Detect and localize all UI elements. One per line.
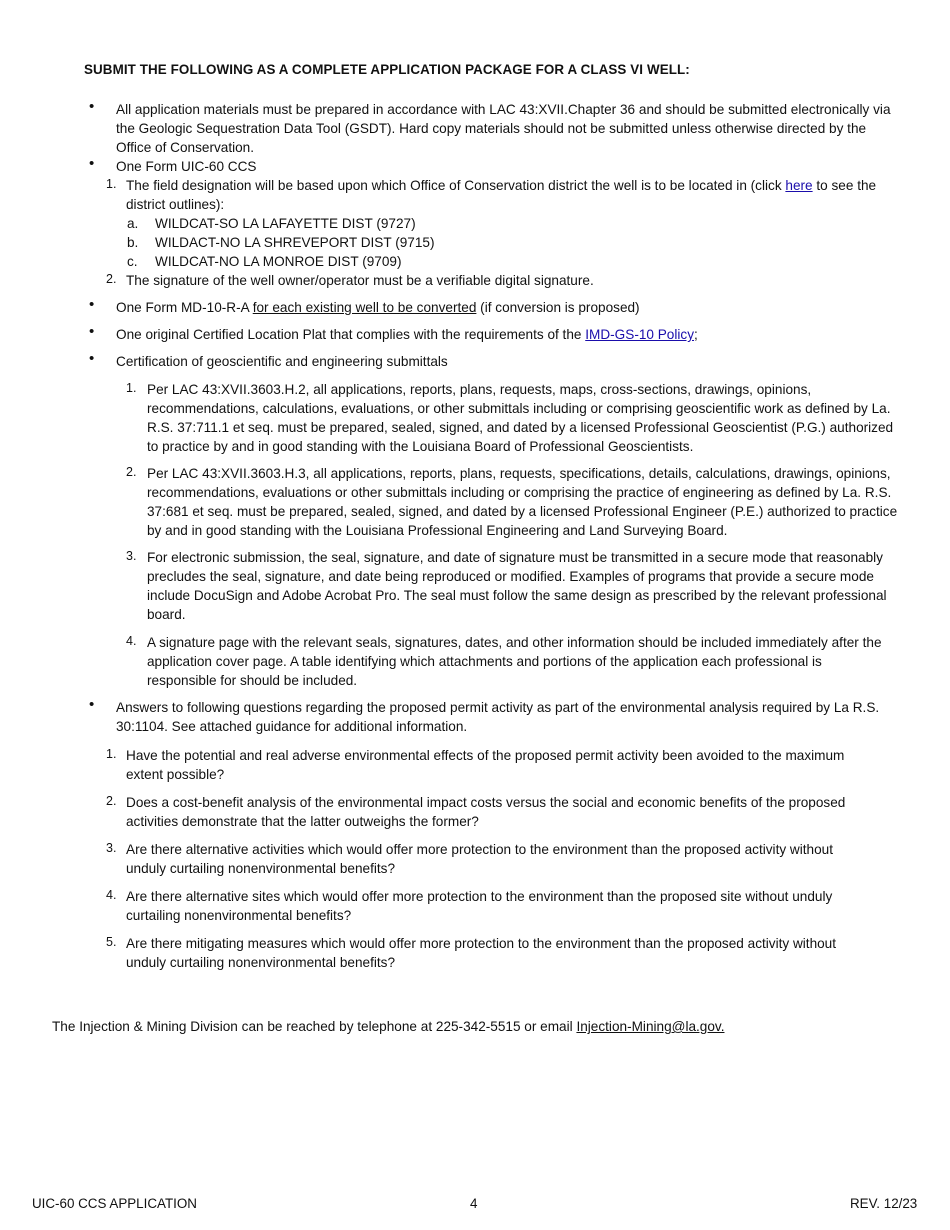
- bullet-marker: [89, 104, 97, 112]
- cert-item-4-line: A signature page with the relevant seals, signatures, dates, and other information should be included immediately after the: [147, 635, 882, 650]
- cert-item-1-line: Per LAC 43:XVII.3603.H.2, all applications, reports, plans, requests, maps, cross-sections, drawings, opinions,: [147, 382, 812, 397]
- b4-line: [116, 325, 698, 344]
- cert-item-3-line: For electronic submission, the seal, signature, and date of signature must be transmitted in a secure mode that reasonably: [147, 550, 883, 565]
- list-number: 1.: [106, 747, 117, 761]
- contact-email-link[interactable]: Injection-Mining@la.gov.: [576, 1019, 725, 1034]
- contact-text: The Injection & Mining Division can be reached by telephone at 225-342-5515 or email: [52, 1019, 577, 1034]
- district-letter: c.: [127, 254, 138, 269]
- list-number: 2.: [106, 794, 117, 808]
- section-heading: SUBMIT THE FOLLOWING AS A COMPLETE APPLICATION PACKAGE FOR A CLASS VI WELL:: [84, 62, 690, 77]
- cert-item-1-line: to practice by and in good standing with the Louisiana Board of Professional Geoscientists.: [147, 439, 694, 454]
- district-outlines-link[interactable]: here: [785, 178, 813, 193]
- question-1-line: Have the potential and real adverse environmental effects of the proposed permit activity been avoided to the maximum: [126, 748, 845, 763]
- b1-line-2: the Geologic Sequestration Data Tool (GSDT). Hard copy materials should not be submitted unless otherwise directed by the: [116, 121, 867, 136]
- b2-item-1-tail: to see the: [812, 178, 877, 193]
- cert-item-3-line: include DocuSign and Adobe Acrobat Pro. The seal must follow the same design as prescribed by the relevant professional: [147, 588, 887, 603]
- contact-line: [52, 1017, 724, 1036]
- cert-item-2-line: Per LAC 43:XVII.3603.H.3, all applications, reports, plans, requests, specifications, details, calculations, drawings, opinions,: [147, 466, 891, 481]
- b6-line-2: 30:1104. See attached guidance for additional information.: [116, 719, 468, 734]
- b5-label: Certification of geoscientific and engineering submittals: [116, 354, 448, 369]
- question-2-line: Does a cost-benefit analysis of the environmental impact costs versus the social and economic benefits of the proposed: [126, 795, 846, 810]
- b4-tail: ;: [694, 327, 698, 342]
- imd-gs-10-policy-link[interactable]: IMD-GS-10 Policy: [585, 327, 695, 342]
- b3-line: [116, 298, 640, 317]
- bullet-marker: [89, 302, 97, 310]
- list-number: 4.: [106, 888, 117, 902]
- question-5-line: Are there mitigating measures which would offer more protection to the environment than the proposed activity without: [126, 936, 837, 951]
- cert-item-3-line: board.: [147, 607, 186, 622]
- b3-underlined: for each existing well to be converted: [252, 300, 477, 315]
- cert-item-4-line: application cover page. A table identifying which attachments and portions of the application each professional is: [147, 654, 822, 669]
- bullet-marker: [89, 702, 97, 710]
- b2-item-1-text: The field designation will be based upon which Office of Conservation district the well is to be located in (click: [126, 178, 786, 193]
- cert-item-2-line: by and in good standing with the Louisiana Professional Engineering and Land Surveying Board.: [147, 523, 728, 538]
- b2-label: One Form UIC-60 CCS: [116, 159, 257, 174]
- district-letter: a.: [127, 216, 139, 231]
- question-4-line: curtailing nonenvironmental benefits?: [126, 908, 352, 923]
- b3-text: One Form MD-10-R-A: [116, 300, 253, 315]
- cert-item-2-line: recommendations, evaluations or other submittals including or comprising the practice of engineering as defined by La. R.S.: [147, 485, 892, 500]
- b4-text: One original Certified Location Plat that complies with the requirements of the: [116, 327, 586, 342]
- footer-form-name: UIC-60 CCS APPLICATION: [32, 1196, 197, 1211]
- bullet-marker: [89, 356, 97, 364]
- b1-line-1: All application materials must be prepared in accordance with LAC 43:XVII.Chapter 36 and should be submitted electronically via: [116, 102, 891, 117]
- question-3-line: Are there alternative activities which would offer more protection to the environment than the proposed activity without: [126, 842, 834, 857]
- question-5-line: unduly curtailing nonenvironmental benefits?: [126, 955, 396, 970]
- cert-item-1-line: recommendations, calculations, evaluations, or other submittals including or comprising geoscientific work as defined by La.: [147, 401, 891, 416]
- b2-item-2: The signature of the well owner/operator must be a verifiable digital signature.: [126, 273, 594, 288]
- b3-tail: (if conversion is proposed): [476, 300, 640, 315]
- b6-line-1: Answers to following questions regarding the proposed permit activity as part of the environmental analysis required by La R.S.: [116, 700, 880, 715]
- b2-item-1-line-2: district outlines):: [126, 197, 225, 212]
- district-item: WILDCAT-NO LA MONROE DIST (9709): [155, 254, 402, 269]
- cert-item-4-line: responsible for should be included.: [147, 673, 358, 688]
- list-number: 4.: [126, 634, 137, 648]
- cert-item-3-line: precludes the seal, signature, and date being reproduced or modified. Examples of programs that provide a secure mode: [147, 569, 874, 584]
- bullet-marker: [89, 161, 97, 169]
- list-number: 1.: [126, 381, 137, 395]
- district-item: WILDCAT-SO LA LAFAYETTE DIST (9727): [155, 216, 416, 231]
- b2-item-1-line-1: [126, 176, 876, 195]
- list-number: 1.: [106, 177, 117, 191]
- district-item: WILDACT-NO LA SHREVEPORT DIST (9715): [155, 235, 435, 250]
- list-number: 3.: [106, 841, 117, 855]
- cert-item-2-line: 37:681 et seq. must be prepared, sealed, signed, and dated by a licensed Professional Engineer (P.E.) authorized to practice: [147, 504, 898, 519]
- cert-item-1-line: R.S. 37:711.1 et seq. must be prepared, sealed, signed, and dated by a licensed Professional Geoscientist (P.G.) authorized: [147, 420, 894, 435]
- question-2-line: activities demonstrate that the latter outweighs the former?: [126, 814, 479, 829]
- list-number: 5.: [106, 935, 117, 949]
- bullet-marker: [89, 329, 97, 337]
- question-3-line: unduly curtailing nonenvironmental benefits?: [126, 861, 396, 876]
- list-number: 3.: [126, 549, 137, 563]
- footer-revision: REV. 12/23: [850, 1196, 918, 1211]
- question-1-line: extent possible?: [126, 767, 225, 782]
- list-number: 2.: [126, 465, 137, 479]
- b1-line-3: Office of Conservation.: [116, 140, 255, 155]
- list-number: 2.: [106, 272, 117, 286]
- district-letter: b.: [127, 235, 139, 250]
- footer-page-number: 4: [470, 1196, 478, 1211]
- question-4-line: Are there alternative sites which would offer more protection to the environment than the proposed site without unduly: [126, 889, 833, 904]
